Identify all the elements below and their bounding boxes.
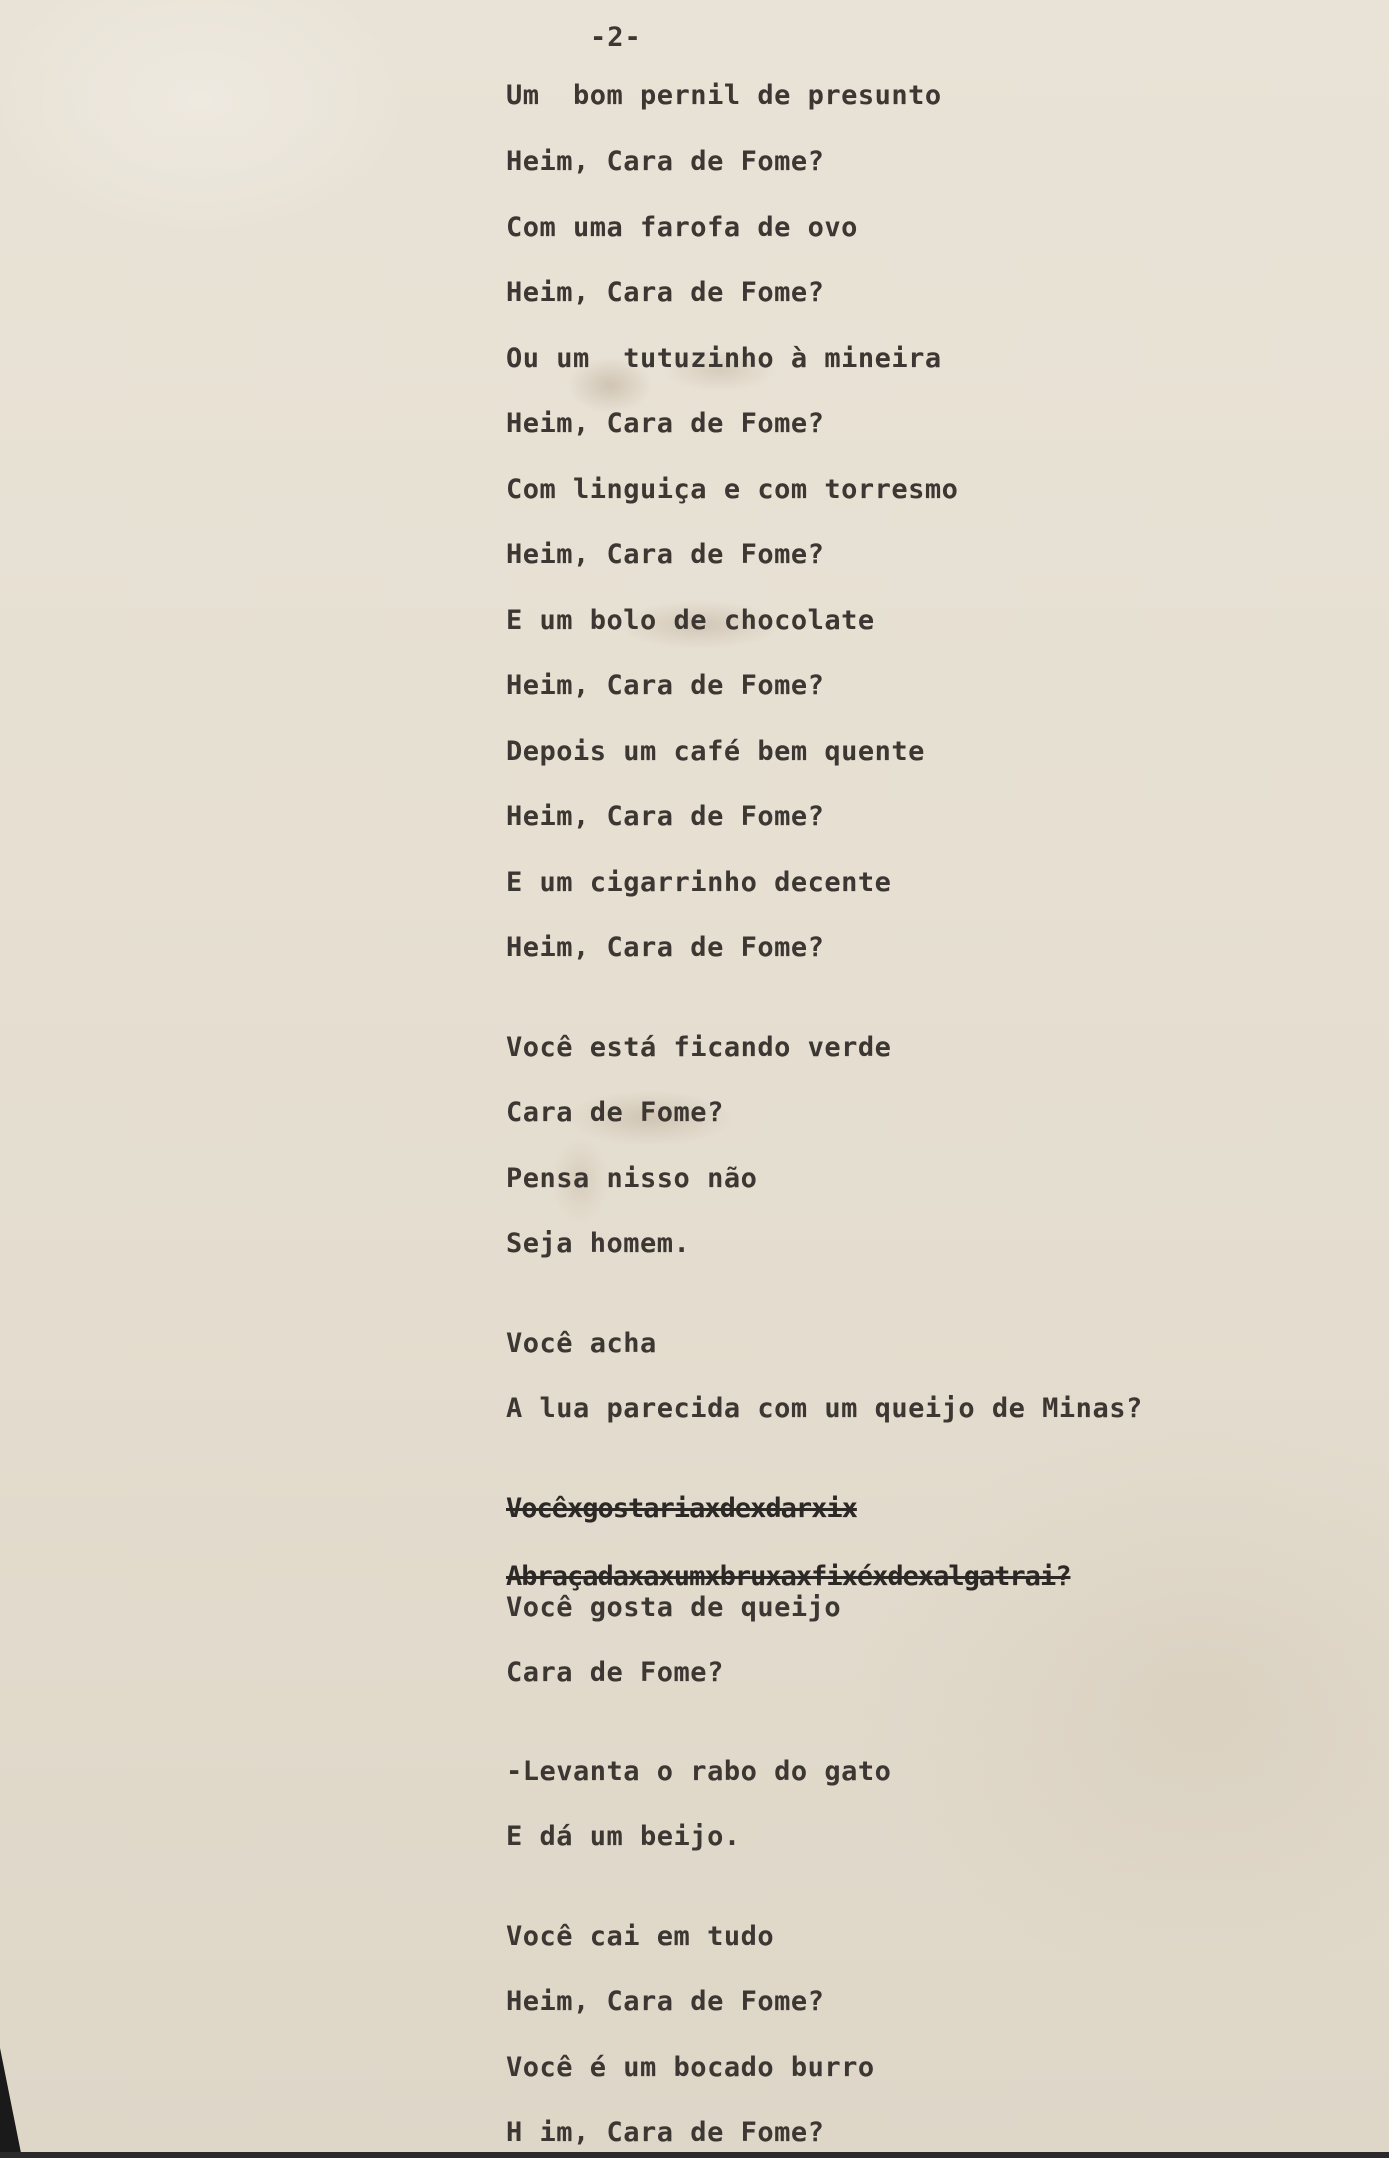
text-line: Ou um tutuzinho à mineira [506, 343, 942, 374]
text-line: Heim, Cara de Fome? [506, 801, 825, 832]
text-line: Um bom pernil de presunto [506, 80, 942, 111]
text-line: E um cigarrinho decente [506, 867, 892, 898]
scan-shadow-corner [0, 2048, 22, 2158]
text-line: H im, Cara de Fome? [506, 2117, 825, 2148]
text-line: Você é um bocado burro [506, 2052, 875, 2083]
text-line: Com linguiça e com torresmo [506, 474, 959, 505]
text-line: E um bolo de chocolate [506, 605, 875, 636]
text-line: E dá um beijo. [506, 1821, 741, 1852]
page-number: -2- [590, 22, 642, 53]
text-line: Você gosta de queijo [506, 1592, 842, 1623]
text-line: Você está ficando verde [506, 1032, 892, 1063]
text-line: Depois um café bem quente [506, 736, 925, 767]
text-line: Seja homem. [506, 1228, 691, 1259]
text-line: Cara de Fome? [506, 1657, 724, 1688]
text-line: Pensa nisso não [506, 1163, 758, 1194]
text-line: Você cai em tudo [506, 1921, 775, 1952]
text-line: -Levanta o rabo do gato [506, 1756, 892, 1787]
scan-bottom-edge [0, 2152, 1389, 2158]
text-line: Heim, Cara de Fome? [506, 277, 825, 308]
text-line: Heim, Cara de Fome? [506, 670, 825, 701]
text-line: Heim, Cara de Fome? [506, 932, 825, 963]
text-line: Cara de Fome? [506, 1097, 724, 1128]
struck-out-line: Abraçadaxaxumxbruxaxfixéxdexalgatrai? [506, 1561, 1071, 1592]
text-line: Heim, Cara de Fome? [506, 146, 825, 177]
struck-out-line: Vocêxgostariaxdexdarxix [506, 1493, 857, 1524]
text-line: Heim, Cara de Fome? [506, 1986, 825, 2017]
text-line: Heim, Cara de Fome? [506, 539, 825, 570]
text-line: Heim, Cara de Fome? [506, 408, 825, 439]
text-line: Com uma farofa de ovo [506, 212, 858, 243]
text-line: A lua parecida com um queijo de Minas? [506, 1393, 1143, 1424]
text-line: Você acha [506, 1328, 657, 1359]
